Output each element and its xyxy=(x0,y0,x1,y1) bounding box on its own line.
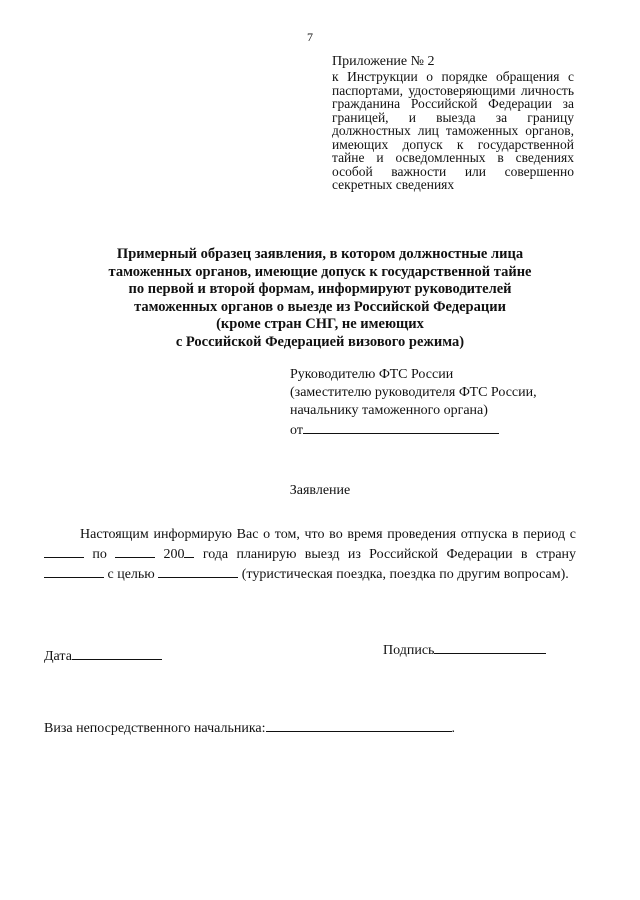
addressee-block xyxy=(290,366,580,440)
visa-field[interactable] xyxy=(266,718,452,732)
year-field[interactable] xyxy=(184,544,194,558)
visa-label: Виза непосредственного начальника: xyxy=(44,721,266,736)
body-part-3: 200 xyxy=(163,547,185,562)
heading-line-4: таможенных органов о выезде из Российской Федерации xyxy=(134,298,506,315)
body-part-5: с целью xyxy=(107,567,155,582)
heading-line-5: (кроме стран СНГ, не имеющих xyxy=(216,316,424,332)
body-part-2: по xyxy=(92,547,107,562)
visa-row xyxy=(44,718,455,737)
date-row xyxy=(44,646,162,665)
statement-body xyxy=(44,525,576,584)
signature-row xyxy=(383,640,546,659)
addressee-line-3: начальнику таможенного органа) xyxy=(290,403,488,418)
signature-label: Подпись xyxy=(383,643,435,658)
document-heading xyxy=(70,246,570,351)
period-to-field[interactable] xyxy=(115,544,155,558)
statement-title: Заявление xyxy=(289,483,351,498)
purpose-field[interactable] xyxy=(158,564,238,578)
from-label: от xyxy=(290,423,303,438)
visa-end: . xyxy=(451,721,456,736)
appendix-text: к Инструкции о порядке обращения с паспортами, удостоверяющими личность гражданина Российской Федерации за границей, и выезда за границу должностных лиц таможенных органов, имеющих допуск к государственной тайне и осведомленных в сведениях особой важности или совершенно секретных сведениях xyxy=(332,69,574,192)
date-label: Дата xyxy=(44,649,72,664)
from-row xyxy=(290,420,580,440)
country-field[interactable] xyxy=(44,564,104,578)
page-number: 7 xyxy=(307,30,313,44)
heading-line-1: Примерный образец заявления, в котором должностные лица xyxy=(116,246,524,262)
heading-line-3: по первой и второй формам, информируют руководителей xyxy=(128,281,512,297)
addressee-line-2: (заместителю руководителя ФТС России, xyxy=(290,385,537,400)
body-part-1: Настоящим информирую Вас о том, что во время проведения отпуска в период с xyxy=(80,527,576,542)
appendix-title: Приложение № 2 xyxy=(332,54,435,69)
heading-line-6: с Российской Федерацией визового режима) xyxy=(175,333,465,350)
date-field[interactable] xyxy=(72,646,162,660)
from-field[interactable] xyxy=(303,420,499,434)
addressee-line-1: Руководителю ФТС России xyxy=(290,367,454,382)
signature-field[interactable] xyxy=(434,640,546,654)
body-part-6: (туристическая поездка, поездка по другим вопросам). xyxy=(241,567,569,582)
period-from-field[interactable] xyxy=(44,544,84,558)
appendix-block xyxy=(332,54,574,192)
heading-line-2: таможенных органов, имеющие допуск к государственной тайне xyxy=(108,263,532,280)
body-part-4: года планирую выезд из Российской Федерации в страну xyxy=(202,547,577,562)
